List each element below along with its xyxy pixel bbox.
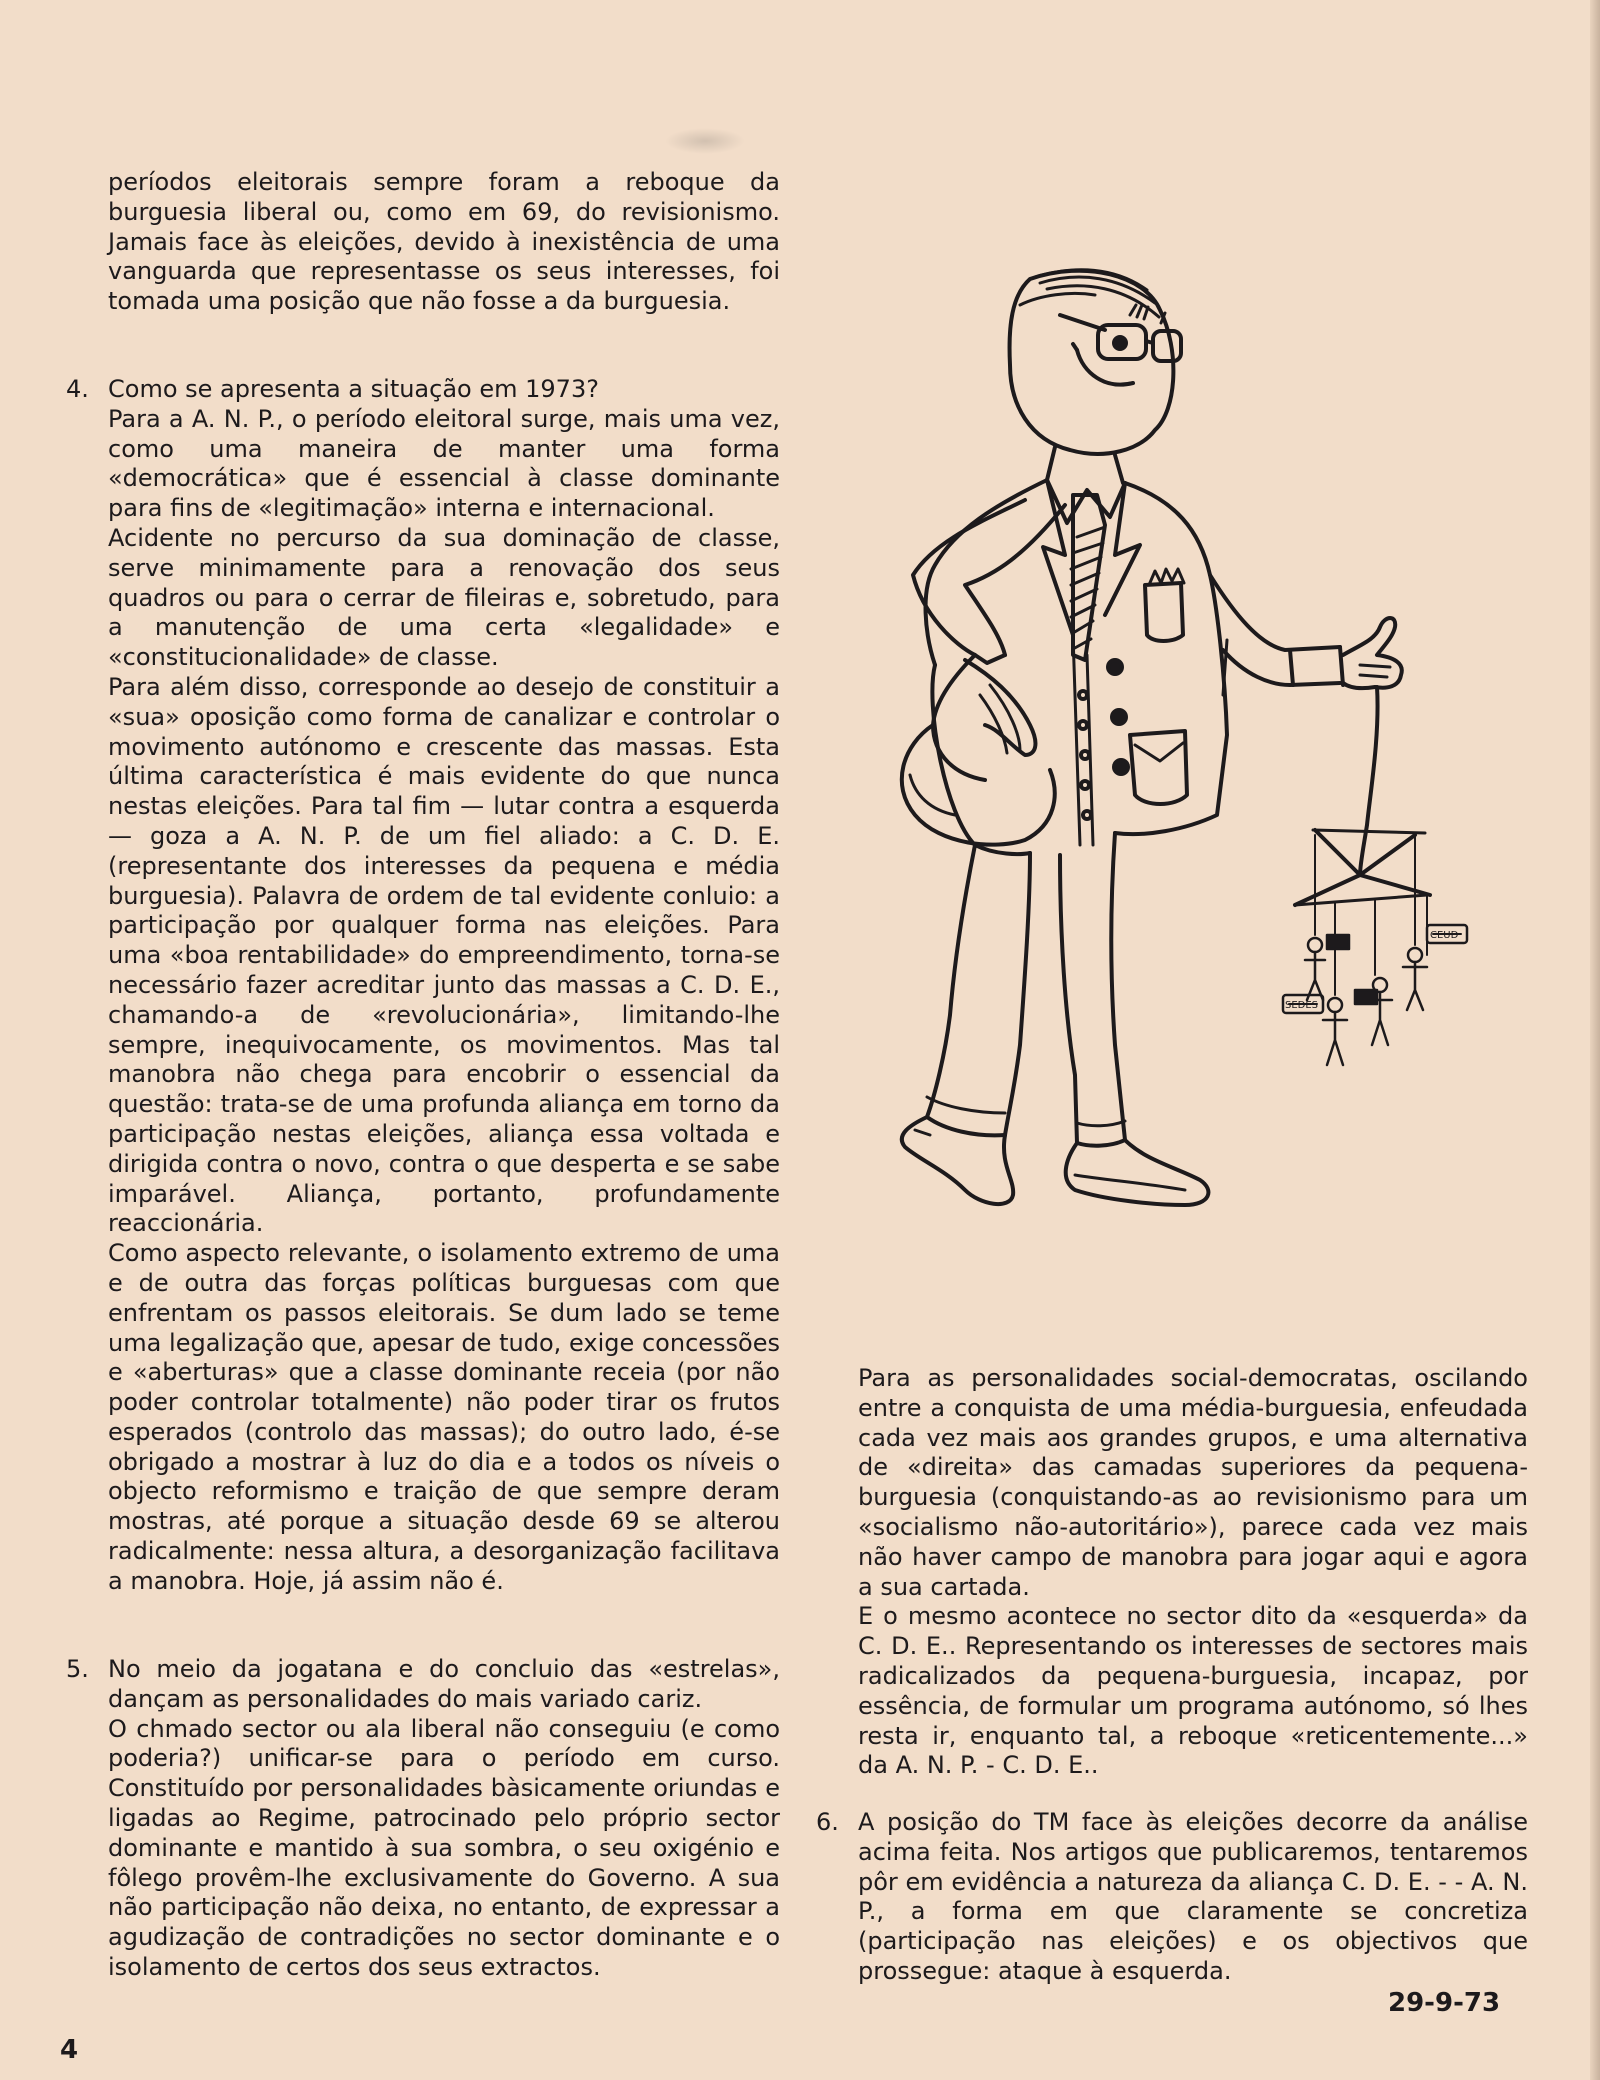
section-4-paragraph-3: Para além disso, corresponde ao desejo de constituir a «sua» oposição como forma de canalizar e controlar o movimento autónomo e crescente das massas. Esta última característica é mais evidente do que nunca nestas eleições. Para tal fim — lutar contra a esquerda — goza a A. N. P. de um fiel aliado: a C. D. E. (representante dos interesses da pequena e média burguesia). Palavra de ordem de tal evidente conluio: a participação por qualquer forma nas eleições. Para uma «boa rentabilidade» do empreendimento, torna-se necessário fazer acreditar junto das massas a C. D. E., chamando-a de «revolucionária», limitando-lhe sempre, inequivocamente, os movimentos. Mas tal manobra não chega para encobrir o essencial da questão: trata-se de uma profunda aliança em torno da participação nestas eleições, aliança essa voltada e dirigida contra o novo, contra o que desperta e se sabe imparável. Aliança, portanto, profundamente reaccionária.	[108, 672, 780, 1238]
left-column-item-5	[66, 1655, 780, 1983]
right-paragraph-2: E o mesmo acontece no sector dito da «esquerda» da C. D. E.. Representando os interesses de sectores mais radicalizados da pequena-burguesia, incapaz, por essência, de formular um programa autónomo, só lhes resta ir, enquanto tal, a reboque «reticentemente...» da A. N. P. - C. D. E..	[858, 1602, 1528, 1780]
article-date: 29-9-73	[1388, 1988, 1501, 2018]
section-6-paragraph-1: A posição do TM face às eleições decorre da análise acima feita. Nos artigos que publicaremos, tentaremos pôr em evidência a natureza da aliança C. D. E. - - A. N. P., a forma em que claramente se concretiza (participação nas eleições) e os objectivos que prossegue: ataque à esquerda.	[858, 1808, 1528, 1985]
section-4-paragraph-1: Para a A. N. P., o período eleitoral surge, mais uma vez, como uma maneira de manter uma forma «democrática» que é essencial à classe dominante para fins de «legitimação» interna e internacional.	[108, 404, 780, 523]
right-column-item-6	[816, 1808, 1528, 1987]
puppeteer-man-cartoon	[815, 255, 1535, 1235]
sign-ceud: CEUD	[1430, 930, 1459, 941]
section-number: 5.	[66, 1655, 89, 1683]
left-column-intro	[108, 168, 780, 317]
section-4-question: Como se apresenta a situação em 1973?	[108, 375, 599, 403]
section-5-paragraph-1: No meio da jogatana e do concluio das «estrelas», dançam as personalidades do mais variado cariz.	[108, 1655, 780, 1713]
left-column-item-4	[66, 375, 780, 1597]
section-4-paragraph-2: Acidente no percurso da sua dominação de classe, serve minimamente para a renovação dos seus quadros ou para o cerrar de fileiras e, sobretudo, para a manutenção de uma certa «legalidade» e «constitucionalidade» de classe.	[108, 523, 780, 672]
section-5	[66, 1655, 780, 1983]
page-number: 4	[60, 2035, 79, 2065]
intro-paragraph: períodos eleitorais sempre foram a reboque da burguesia liberal ou, como em 69, do revisionismo. Jamais face às eleições, devido à inexistência de uma vanguarda que representasse os seus interesses, foi tomada uma posição que não fosse a da burguesia.	[108, 168, 780, 316]
section-number: 4.	[66, 375, 89, 403]
section-5-paragraph-2: O chmado sector ou ala liberal não conseguiu (e como poderia?) unificar-se para o período em curso. Constituído por personalidades bàsicamente oriundas e ligadas ao Regime, patrocinado pelo próprio sector dominante e mantido à sua sombra, o seu oxigénio e fôlego provêm-lhe exclusivamente do Governo. A sua não participação não deixa, no entanto, de expressar a agudização de contradições no sector dominante e o isolamento de certos dos seus extractos.	[108, 1714, 780, 1981]
right-column-continuation	[858, 1364, 1528, 1781]
section-4	[66, 375, 780, 1597]
section-4-paragraph-4: Como aspecto relevante, o isolamento extremo de uma e de outra das forças políticas burguesas com que enfrentam os passos eleitorais. Se dum lado se teme uma legalização que, apesar de tudo, exige concessões e «aberturas» que a classe dominante receia (por não poder controlar totalmente) não poder tirar os frutos esperados (controlo das massas); do outro lado, é-se obrigado a mostrar à luz do dia e a todos os níveis o objecto reformismo e traição de que sempre deram mostras, até porque a situação desde 69 se alterou radicalmente: nessa altura, a desorganização facilitava a manobra. Hoje, já assim não é.	[108, 1239, 780, 1595]
section-6	[816, 1808, 1528, 1987]
page-edge-shadow	[1590, 0, 1600, 2080]
print-smudge	[665, 128, 745, 154]
right-paragraph-1: Para as personalidades social-democratas, oscilando entre a conquista de uma média-burguesia, enfeudada cada vez mais aos grandes grupos, e uma alternativa de «direita» das camadas superiores da pequena-burguesia (conquistando-as ao revisionismo para um «socialismo não-autoritário»), parece cada vez mais não haver campo de manobra para jogar aqui e agora a sua cartada.	[858, 1364, 1528, 1601]
sign-sedes: SEDES	[1285, 1000, 1319, 1011]
section-number: 6.	[816, 1808, 839, 1836]
cartoon-illustration	[815, 255, 1535, 1235]
